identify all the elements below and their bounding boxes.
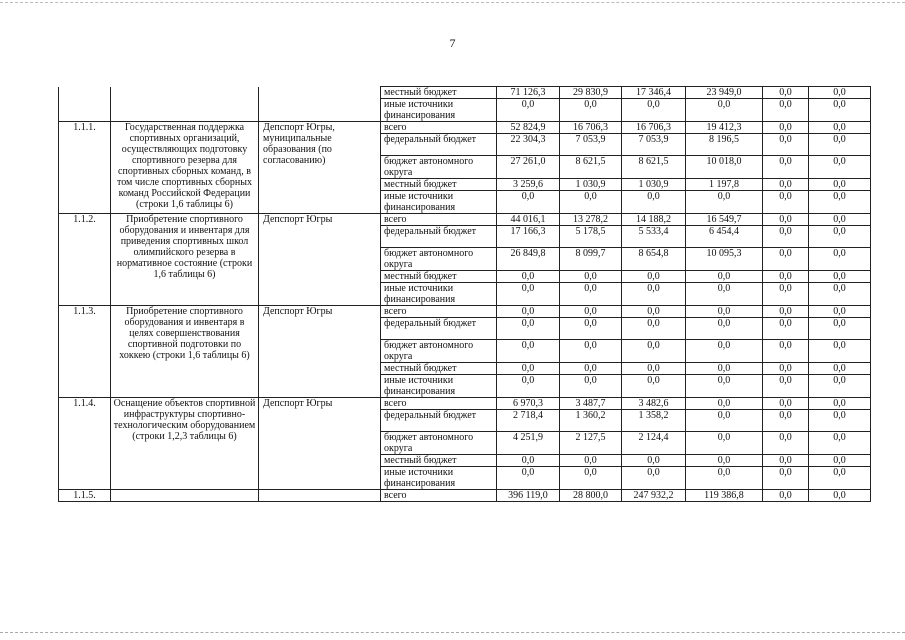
amount-cell: 2 718,4 [497, 410, 560, 432]
amount-cell: 0,0 [763, 191, 809, 214]
amount-cell: 119 386,8 [686, 490, 763, 502]
table-row [59, 214, 871, 226]
executor-cell: Депспорт Югры [259, 214, 381, 306]
amount-cell: 0,0 [809, 214, 871, 226]
amount-cell: 8 196,5 [686, 134, 763, 156]
amount-cell: 0,0 [622, 455, 686, 467]
amount-cell: 0,0 [497, 455, 560, 467]
amount-cell: 0,0 [560, 455, 622, 467]
amount-cell: 10 018,0 [686, 156, 763, 179]
amount-cell: 0,0 [763, 410, 809, 432]
amount-cell: 0,0 [763, 375, 809, 398]
funding-source-cell: бюджет автономного округа [381, 340, 497, 363]
amount-cell: 0,0 [497, 467, 560, 490]
amount-cell: 2 127,5 [560, 432, 622, 455]
executor-cell [259, 87, 381, 122]
amount-cell: 0,0 [686, 306, 763, 318]
table-row [59, 122, 871, 134]
amount-cell: 10 095,3 [686, 248, 763, 271]
amount-cell: 8 621,5 [560, 156, 622, 179]
amount-cell: 2 124,4 [622, 432, 686, 455]
executor-cell: Депспорт Югры, муниципальные образования (по согласованию) [259, 122, 381, 214]
amount-cell: 0,0 [686, 191, 763, 214]
amount-cell: 0,0 [763, 283, 809, 306]
funding-source-cell: всего [381, 490, 497, 502]
executor-cell [259, 490, 381, 502]
amount-cell: 71 126,3 [497, 87, 560, 99]
amount-cell: 0,0 [763, 179, 809, 191]
amount-cell: 3 259,6 [497, 179, 560, 191]
item-description-cell: Приобретение спортивного оборудования и инвентаря для приведения спортивных школ олимпийского резерва в нормативное состояние (строки 1,6 таблицы 6) [111, 214, 259, 306]
amount-cell: 0,0 [809, 226, 871, 248]
description-cell [111, 87, 259, 122]
amount-cell: 8 099,7 [560, 248, 622, 271]
amount-cell: 0,0 [560, 191, 622, 214]
amount-cell: 4 251,9 [497, 432, 560, 455]
amount-cell: 0,0 [686, 271, 763, 283]
amount-cell: 0,0 [809, 318, 871, 340]
amount-cell: 8 654,8 [622, 248, 686, 271]
amount-cell: 0,0 [809, 283, 871, 306]
amount-cell: 0,0 [763, 226, 809, 248]
amount-cell: 0,0 [497, 363, 560, 375]
amount-cell: 22 304,3 [497, 134, 560, 156]
amount-cell: 0,0 [560, 375, 622, 398]
amount-cell: 0,0 [809, 432, 871, 455]
amount-cell: 0,0 [809, 340, 871, 363]
amount-cell: 0,0 [686, 455, 763, 467]
amount-cell: 0,0 [809, 99, 871, 122]
amount-cell: 27 261,0 [497, 156, 560, 179]
table-row [59, 87, 871, 99]
funding-source-cell: местный бюджет [381, 87, 497, 99]
amount-cell: 0,0 [763, 134, 809, 156]
executor-cell: Депспорт Югры [259, 398, 381, 490]
amount-cell: 247 932,2 [622, 490, 686, 502]
amount-cell: 0,0 [560, 283, 622, 306]
amount-cell: 0,0 [686, 318, 763, 340]
funding-source-cell: федеральный бюджет [381, 226, 497, 248]
amount-cell: 0,0 [622, 99, 686, 122]
amount-cell: 0,0 [622, 375, 686, 398]
amount-cell: 17 346,4 [622, 87, 686, 99]
amount-cell: 29 830,9 [560, 87, 622, 99]
amount-cell: 0,0 [686, 363, 763, 375]
funding-source-cell: федеральный бюджет [381, 410, 497, 432]
amount-cell: 28 800,0 [560, 490, 622, 502]
funding-source-cell: иные источники финансирования [381, 467, 497, 490]
amount-cell: 16 706,3 [560, 122, 622, 134]
amount-cell: 0,0 [763, 318, 809, 340]
amount-cell: 0,0 [763, 87, 809, 99]
amount-cell: 52 824,9 [497, 122, 560, 134]
amount-cell: 0,0 [763, 432, 809, 455]
amount-cell: 3 482,6 [622, 398, 686, 410]
amount-cell: 0,0 [809, 179, 871, 191]
amount-cell: 0,0 [763, 248, 809, 271]
amount-cell: 0,0 [497, 340, 560, 363]
funding-source-cell: иные источники финансирования [381, 283, 497, 306]
item-description-cell [111, 490, 259, 502]
amount-cell: 0,0 [763, 122, 809, 134]
amount-cell: 7 053,9 [560, 134, 622, 156]
amount-cell: 0,0 [763, 490, 809, 502]
amount-cell: 0,0 [809, 156, 871, 179]
amount-cell: 0,0 [497, 318, 560, 340]
amount-cell: 0,0 [809, 410, 871, 432]
amount-cell: 0,0 [622, 467, 686, 490]
amount-cell: 23 949,0 [686, 87, 763, 99]
amount-cell: 0,0 [622, 363, 686, 375]
amount-cell: 17 166,3 [497, 226, 560, 248]
amount-cell: 0,0 [809, 363, 871, 375]
table-row [59, 490, 871, 502]
amount-cell: 6 970,3 [497, 398, 560, 410]
amount-cell: 14 188,2 [622, 214, 686, 226]
amount-cell: 26 849,8 [497, 248, 560, 271]
amount-cell: 0,0 [622, 191, 686, 214]
amount-cell: 44 016,1 [497, 214, 560, 226]
funding-source-cell: иные источники финансирования [381, 99, 497, 122]
amount-cell: 0,0 [560, 467, 622, 490]
amount-cell: 0,0 [686, 432, 763, 455]
amount-cell: 0,0 [497, 283, 560, 306]
funding-source-cell: всего [381, 398, 497, 410]
amount-cell: 0,0 [809, 490, 871, 502]
amount-cell: 3 487,7 [560, 398, 622, 410]
amount-cell: 13 278,2 [560, 214, 622, 226]
item-code-cell: 1.1.5. [59, 490, 111, 502]
amount-cell: 0,0 [763, 156, 809, 179]
funding-source-cell: всего [381, 306, 497, 318]
amount-cell: 7 053,9 [622, 134, 686, 156]
amount-cell: 0,0 [686, 467, 763, 490]
amount-cell: 1 197,8 [686, 179, 763, 191]
amount-cell: 0,0 [686, 99, 763, 122]
funding-source-cell: всего [381, 214, 497, 226]
amount-cell: 0,0 [686, 398, 763, 410]
item-code-cell: 1.1.4. [59, 398, 111, 490]
funding-source-cell: иные источники финансирования [381, 375, 497, 398]
funding-source-cell: иные источники финансирования [381, 191, 497, 214]
funding-source-cell: федеральный бюджет [381, 318, 497, 340]
page-number: 7 [449, 36, 456, 50]
amount-cell: 0,0 [560, 363, 622, 375]
code-cell [59, 87, 111, 122]
amount-cell: 0,0 [809, 306, 871, 318]
amount-cell: 1 360,2 [560, 410, 622, 432]
scan-edge-top [0, 2, 905, 3]
amount-cell: 16 706,3 [622, 122, 686, 134]
funding-source-cell: всего [381, 122, 497, 134]
amount-cell: 0,0 [809, 467, 871, 490]
amount-cell: 0,0 [809, 271, 871, 283]
amount-cell: 0,0 [560, 306, 622, 318]
amount-cell: 0,0 [809, 455, 871, 467]
table-row [59, 306, 871, 318]
funding-source-cell: бюджет автономного округа [381, 248, 497, 271]
amount-cell: 1 030,9 [622, 179, 686, 191]
funding-source-cell: федеральный бюджет [381, 134, 497, 156]
funding-source-cell: местный бюджет [381, 363, 497, 375]
amount-cell: 0,0 [763, 306, 809, 318]
amount-cell: 0,0 [809, 87, 871, 99]
budget-table [58, 86, 871, 502]
funding-source-cell: местный бюджет [381, 271, 497, 283]
amount-cell: 0,0 [686, 340, 763, 363]
amount-cell: 0,0 [763, 271, 809, 283]
amount-cell: 0,0 [622, 306, 686, 318]
amount-cell: 0,0 [763, 363, 809, 375]
amount-cell: 0,0 [497, 99, 560, 122]
amount-cell: 0,0 [763, 340, 809, 363]
funding-source-cell: местный бюджет [381, 179, 497, 191]
amount-cell: 6 454,4 [686, 226, 763, 248]
amount-cell: 0,0 [809, 398, 871, 410]
amount-cell: 0,0 [560, 340, 622, 363]
amount-cell: 0,0 [560, 271, 622, 283]
funding-source-cell: бюджет автономного округа [381, 432, 497, 455]
table-row [59, 398, 871, 410]
executor-cell: Депспорт Югры [259, 306, 381, 398]
amount-cell: 19 412,3 [686, 122, 763, 134]
amount-cell: 0,0 [763, 214, 809, 226]
amount-cell: 1 358,2 [622, 410, 686, 432]
amount-cell: 0,0 [686, 283, 763, 306]
amount-cell: 0,0 [809, 134, 871, 156]
item-code-cell: 1.1.1. [59, 122, 111, 214]
amount-cell: 0,0 [686, 375, 763, 398]
amount-cell: 0,0 [497, 375, 560, 398]
amount-cell: 0,0 [622, 340, 686, 363]
amount-cell: 8 621,5 [622, 156, 686, 179]
amount-cell: 5 178,5 [560, 226, 622, 248]
amount-cell: 0,0 [560, 318, 622, 340]
amount-cell: 1 030,9 [560, 179, 622, 191]
amount-cell: 5 533,4 [622, 226, 686, 248]
amount-cell: 16 549,7 [686, 214, 763, 226]
item-code-cell: 1.1.3. [59, 306, 111, 398]
amount-cell: 0,0 [809, 122, 871, 134]
amount-cell: 0,0 [622, 283, 686, 306]
amount-cell: 0,0 [763, 398, 809, 410]
funding-source-cell: бюджет автономного округа [381, 156, 497, 179]
amount-cell: 0,0 [686, 410, 763, 432]
funding-source-cell: местный бюджет [381, 455, 497, 467]
item-description-cell: Приобретение спортивного оборудования и инвентаря в целях совершенствования спортивной подготовки по хоккею (строки 1,6 таблицы 6) [111, 306, 259, 398]
amount-cell: 0,0 [809, 375, 871, 398]
amount-cell: 0,0 [809, 248, 871, 271]
amount-cell: 0,0 [809, 191, 871, 214]
amount-cell: 396 119,0 [497, 490, 560, 502]
amount-cell: 0,0 [763, 99, 809, 122]
item-code-cell: 1.1.2. [59, 214, 111, 306]
amount-cell: 0,0 [622, 271, 686, 283]
scan-edge-bottom [0, 632, 905, 633]
amount-cell: 0,0 [622, 318, 686, 340]
item-description-cell: Оснащение объектов спортивной инфраструктуры спортивно-технологическим оборудованием (строки 1,2,3 таблицы 6) [111, 398, 259, 490]
item-description-cell: Государственная поддержка спортивных организаций, осуществляющих подготовку спортивного резерва для спортивных сборных команд, в том числе спортивных сборных команд Российской Федерации (строки 1,6 таблицы 6) [111, 122, 259, 214]
amount-cell: 0,0 [497, 191, 560, 214]
amount-cell: 0,0 [763, 467, 809, 490]
amount-cell: 0,0 [763, 455, 809, 467]
amount-cell: 0,0 [560, 99, 622, 122]
amount-cell: 0,0 [497, 271, 560, 283]
amount-cell: 0,0 [497, 306, 560, 318]
